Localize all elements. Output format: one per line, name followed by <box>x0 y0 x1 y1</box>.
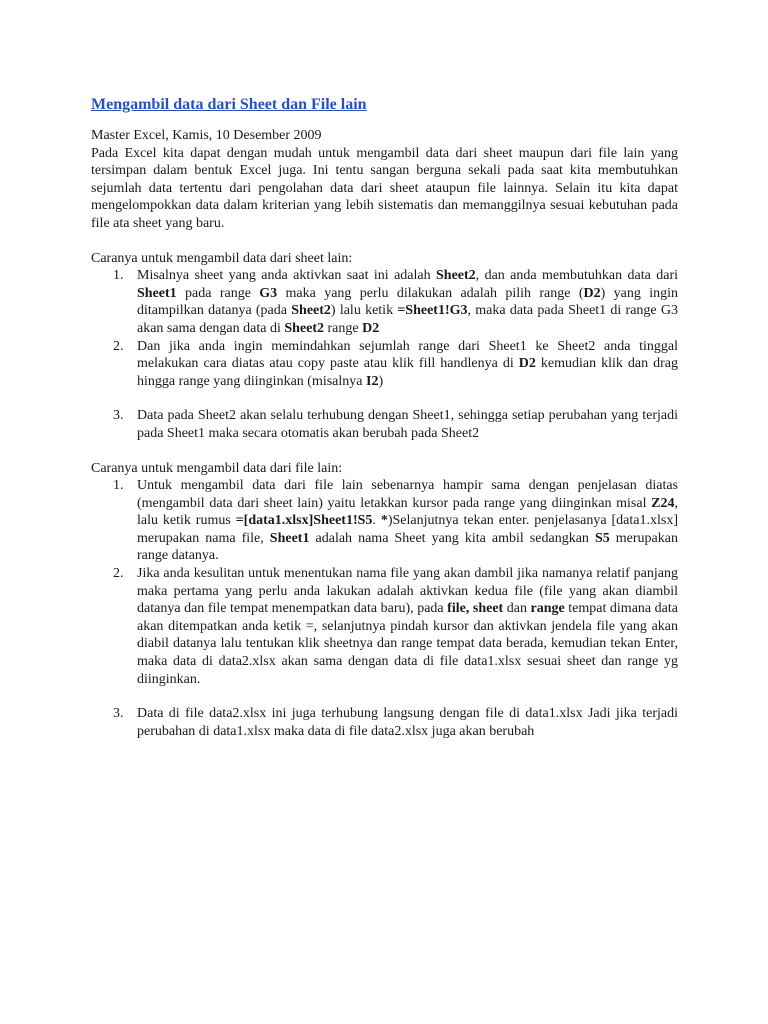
bold-run: I2 <box>366 373 379 389</box>
list-item-text <box>137 706 678 739</box>
list-number: 2. <box>113 338 124 354</box>
list-item <box>91 565 678 688</box>
text-run: merupakan range datanya. <box>137 530 678 564</box>
text-run: dan <box>503 601 531 617</box>
list-number: 3. <box>113 706 124 722</box>
section1-heading: Caranya untuk mengambil data dari sheet lain: <box>91 250 353 266</box>
text-run: ) <box>378 373 384 389</box>
text-run: range <box>324 320 363 336</box>
text-run: kemudian klik dan drag hingga range yang diinginkan (misalnya <box>137 356 679 389</box>
text-run: . <box>372 513 381 529</box>
bold-run: Sheet2 <box>284 320 324 336</box>
text-run: adalah nama Sheet yang kita ambil sedangkan <box>309 530 595 546</box>
list-item <box>91 705 678 740</box>
list-item-text <box>137 478 678 563</box>
list-item <box>91 477 678 565</box>
text-run: ) lalu ketik <box>330 303 398 319</box>
bold-run: Z24 <box>651 495 675 511</box>
list-item <box>91 338 678 391</box>
intro-paragraph: Pada Excel kita dapat dengan mudah untuk mengambil data dari sheet maupun dari file lain yang tersimpan dalam bentuk Excel juga. Ini tentu sangan berguna sekali pada saat kita membutuhkan sejumlah data tertentu dari pengolahan data dari sheet ataupun file lainnya. Selain itu kita dapat mengelompokkan data dalam kriterian yang lebih sistematis dan memanggilnya sesuai kebutuhan pada file ata sheet yang baru. <box>91 145 678 231</box>
text-run: maka yang perlu dilakukan adalah pilih range ( <box>277 285 584 301</box>
bold-run: D2 <box>583 285 601 301</box>
list-number: 1. <box>113 268 124 284</box>
text-run: , lalu ketik rumus <box>137 495 678 529</box>
section1-list <box>91 267 678 442</box>
list-item-text <box>137 339 678 389</box>
text-run: Data di file data2.xlsx ini juga terhubung langsung dengan file di data1.xlsx Jadi jika terjadi perubahan di data1.xlsx maka data di file data2.xlsx juga akan berubah <box>137 706 678 739</box>
section2-list <box>91 477 678 740</box>
list-number: 2. <box>113 566 124 582</box>
list-item-text <box>137 268 678 336</box>
article-title-link[interactable]: Mengambil data dari Sheet dan File lain <box>91 96 367 113</box>
bold-run: D2 <box>362 320 380 336</box>
bold-run: S5 <box>594 530 610 546</box>
list-item <box>91 407 678 442</box>
bold-run: * <box>380 513 388 529</box>
bold-run: Sheet2 <box>291 303 331 319</box>
text-run: Data pada Sheet2 akan selalu terhubung dengan Sheet1, sehingga setiap perubahan yang terjadi pada Sheet1 maka secara otomatis akan berubah pada Sheet2 <box>137 408 678 441</box>
bold-run: Sheet1 <box>269 530 310 546</box>
text-run: Jika anda kesulitan untuk menentukan nama file yang akan dambil jika namanya relatif panjang maka pertama yang perlu anda lakukan adalah aktivkan kedua file (file yang akan diambil datanya dan file tempat menempatkan data baru), pada <box>137 566 678 617</box>
bold-run: =Sheet1!G3 <box>397 303 468 319</box>
bold-run: Sheet1 <box>137 285 177 301</box>
text-run: tempat dimana data akan ditempatkan anda ketik =, selanjutnya pindah kursor dan aktivkan jendela file yang akan diabil datanya lalu tentukan klik sheetnya dan range tempat data berada, kemudian tekan Enter, maka data di data2.xlsx akan sama dengan data di file data1.xlsx sesuai sheet dan range yg diinginkan. <box>137 601 678 687</box>
text-run: Misalnya sheet yang anda aktivkan saat ini adalah <box>137 268 436 284</box>
bold-run: G3 <box>259 285 278 301</box>
document-page <box>91 95 678 740</box>
list-number: 1. <box>113 478 124 494</box>
text-run: , dan anda membutuhkan data dari <box>475 268 678 284</box>
section2-heading: Caranya untuk mengambil data dari file lain: <box>91 460 343 476</box>
bold-run: Sheet2 <box>436 268 476 284</box>
list-item-text <box>137 566 678 687</box>
text-run: Dan jika anda ingin memindahkan sejumlah range dari Sheet1 ke Sheet2 anda tinggal melakukan cara diatas atau copy paste atau klik fill handlenya di <box>137 338 678 372</box>
text-run: )Selanjutnya tekan enter. penjelasanya [data1.xlsx] merupakan nama file, <box>137 513 678 546</box>
list-number: 3. <box>113 408 124 424</box>
article-meta: Master Excel, Kamis, 10 Desember 2009 <box>91 128 322 143</box>
bold-run: =[data1.xlsx]Sheet1!S5 <box>235 513 373 529</box>
list-item <box>91 267 678 337</box>
bold-run: D2 <box>518 356 536 372</box>
text-run: , maka data pada Sheet1 di range G3 akan sama dengan data di <box>137 303 678 336</box>
text-run: ) yang ingin ditampilkan datanya (pada <box>137 285 678 319</box>
text-run: pada range <box>176 285 260 301</box>
list-item-text <box>137 408 678 441</box>
bold-run: file, sheet <box>447 601 504 617</box>
bold-run: range <box>530 601 565 617</box>
text-run: Untuk mengambil data dari file lain sebenarnya hampir sama dengan penjelasan diatas (mengambil data dari sheet lain) yaitu letakkan kursor pada range yang diinginkan misal <box>137 478 678 511</box>
